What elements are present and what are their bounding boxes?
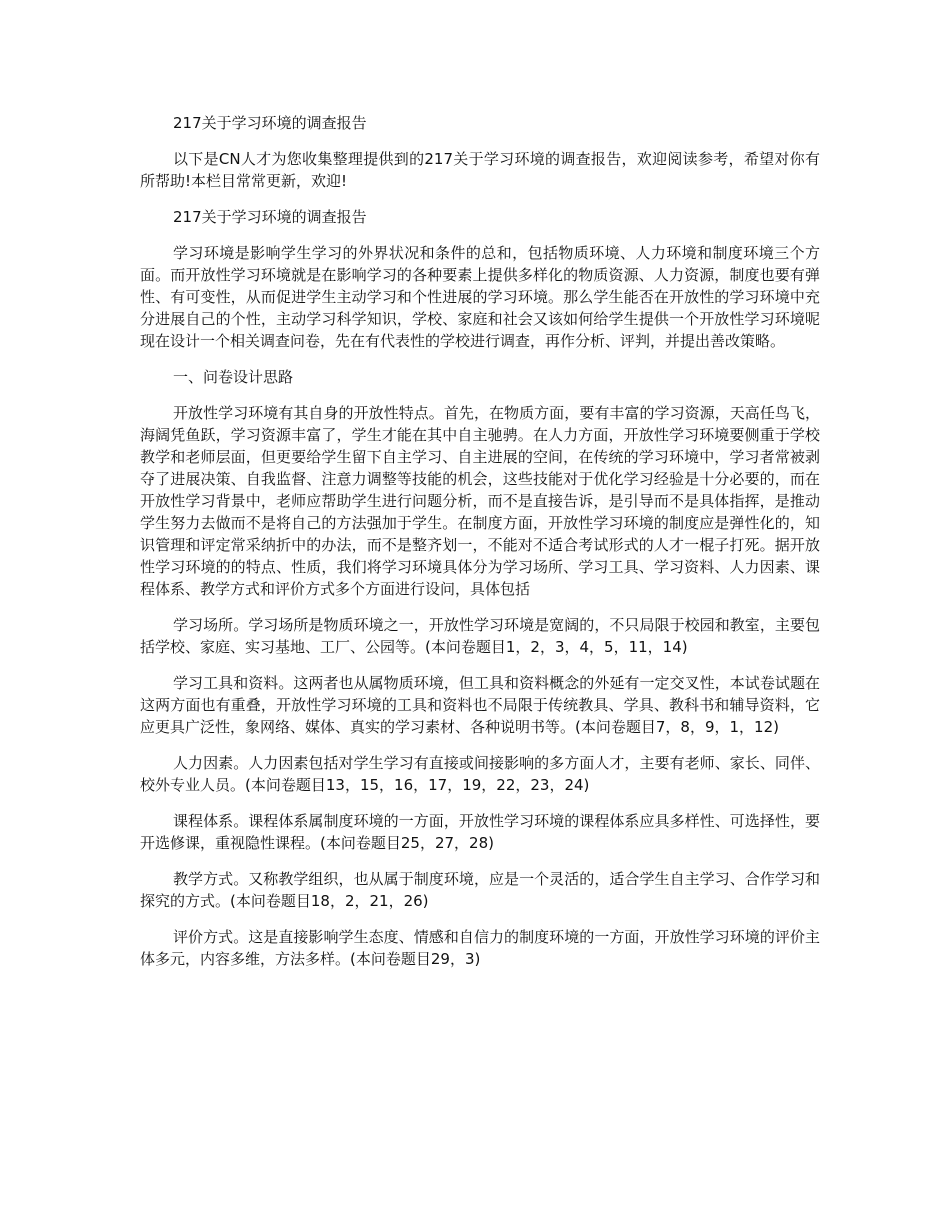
intro-paragraph: 以下是CN人才为您收集整理提供到的217关于学习环境的调查报告，欢迎阅读参考，希望对你有所帮助!本栏目常常更新，欢迎! (140, 150, 820, 190)
body-paragraph: 人力因素。人力因素包括对学生学习有直接或间接影响的多方面人才，主要有老师、家长、同伴、校外专业人员。(本问卷题目13，15，16，17，19，22，23，24) (140, 754, 820, 794)
body-paragraph: 学习环境是影响学生学习的外界状况和条件的总和，包括物质环境、人力环境和制度环境三个方面。而开放性学习环境就是在影响学习的各种要素上提供多样化的物质资源、人力资源，制度也要有弹性、有可变性，从而促进学生主动学习和个性进展的学习环境。那么学生能否在开放性的学习环境中充分进展自己的个性，主动学习科学知识，学校、家庭和社会又该如何给学生提供一个开放性学习环境呢现在设计一个相关调查问卷，先在有代表性的学校进行调查，再作分析、评判，并提出善改策略。 (140, 244, 820, 350)
document-subtitle: 217关于学习环境的调查报告 (173, 208, 367, 226)
document-page (140, 112, 820, 984)
document-title: 217关于学习环境的调查报告 (173, 114, 367, 132)
section-heading: 一、问卷设计思路 (173, 368, 294, 386)
body-paragraph: 开放性学习环境有其自身的开放性特点。首先，在物质方面，要有丰富的学习资源，天高任鸟飞，海阔凭鱼跃，学习资源丰富了，学生才能在其中自主驰骋。在人力方面，开放性学习环境要侧重于学校教学和老师层面，但更要给学生留下自主学习、自主进展的空间，在传统的学习环境中，学习者常被剥夺了进展决策、自我监督、注意力调整等技能的机会，这些技能对于优化学习经验是十分必要的，而在开放性学习背景中，老师应帮助学生进行问题分析，而不是直接告诉，是引导而不是具体指挥，是推动学生努力去做而不是将自己的方法强加于学生。在制度方面，开放性学习环境的制度应是弹性化的，知识管理和评定常采纳折中的办法，而不是整齐划一，不能对不适合考试形式的人才一棍子打死。据开放性学习环境的的特点、性质，我们将学习环境具体分为学习场所、学习工具、学习资料、人力因素、课程体系、教学方式和评价方式多个方面进行设问，具体包括 (140, 404, 820, 598)
body-paragraph: 教学方式。又称教学组织，也从属于制度环境，应是一个灵活的，适合学生自主学习、合作学习和探究的方式。(本问卷题目18，2，21，26) (140, 870, 820, 910)
body-paragraph: 评价方式。这是直接影响学生态度、情感和自信力的制度环境的一方面，开放性学习环境的评价主体多元，内容多维，方法多样。(本问卷题目29，3) (140, 928, 820, 968)
body-paragraph: 课程体系。课程体系属制度环境的一方面，开放性学习环境的课程体系应具多样性、可选择性，要开选修课，重视隐性课程。(本问卷题目25，27，28) (140, 812, 820, 852)
body-paragraph: 学习场所。学习场所是物质环境之一，开放性学习环境是宽阔的，不只局限于校园和教室，主要包括学校、家庭、实习基地、工厂、公园等。(本问卷题目1，2，3，4，5，11，14) (140, 616, 820, 656)
body-paragraph: 学习工具和资料。这两者也从属物质环境，但工具和资料概念的外延有一定交叉性，本试卷试题在这两方面也有重叠，开放性学习环境的工具和资料也不局限于传统教具、学具、教科书和辅导资料，它应更具广泛性，象网络、媒体、真实的学习素材、各种说明书等。(本问卷题目7，8，9，1，12) (140, 674, 820, 736)
